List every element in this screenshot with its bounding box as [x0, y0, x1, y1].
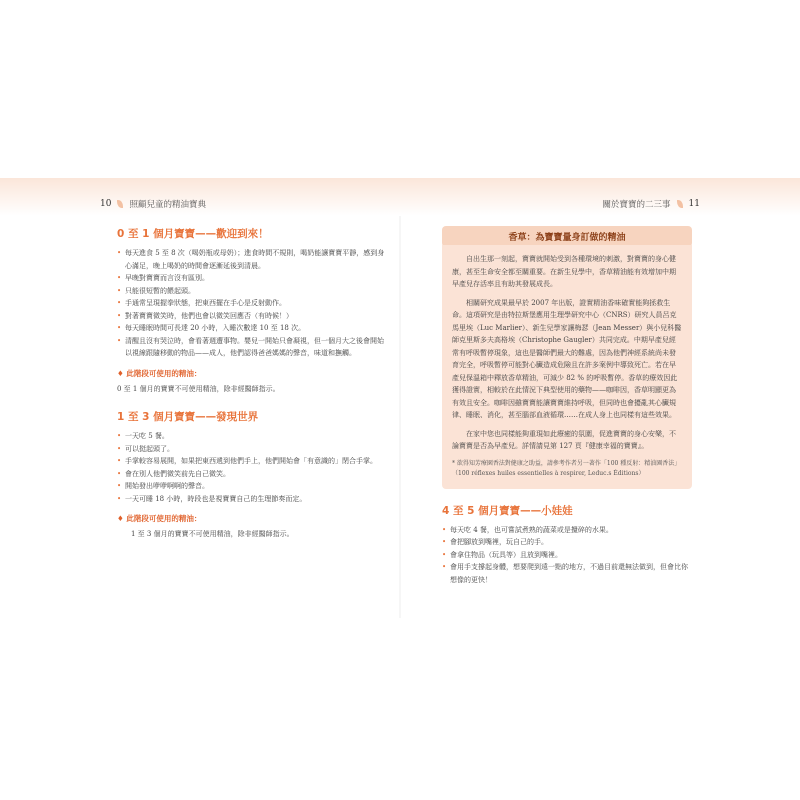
oil-note: 0 至 1 個月的寶寶不可使用精油，除非經醫師指示。: [117, 384, 280, 393]
running-title: 照顧兒童的精油寶典: [129, 200, 206, 210]
page-number: 11: [688, 199, 700, 209]
right-content: [442, 226, 692, 586]
box-paragraph: 自出生那一刻起，寶寶就開始受到各種環境的刺激，對寶寶的身心健康，甚至生命安全都至關重要。在新生兒學中，香草精油能有效增加中期早產兒存活率且有助其發展成長。: [452, 255, 676, 288]
list-item: • 只能很短暫的餵起頭。: [117, 285, 387, 298]
list-item: • 清醒且沒有哭泣時，會看著週遭事物。嬰兒一開始只會凝視，但一個月大之後會開始以視線跟隨移動的物品——成人，他們認得爸爸媽媽的聲音，味道和撫觸。: [117, 335, 387, 360]
page-number: 10: [100, 199, 112, 209]
left-header: [100, 198, 206, 210]
left-page: [0, 178, 400, 618]
oil-subheading: ♦ 此階段可使用的精油：: [117, 514, 202, 523]
header-band: [0, 178, 400, 216]
oil-subheading: ♦ 此階段可使用的精油：: [117, 368, 202, 378]
vanilla-box: [442, 245, 692, 489]
list-item: • 可以挺起頭了。: [117, 443, 387, 456]
list-item: • 會拿住物品（玩具等）且放到嘴裡。: [442, 549, 692, 562]
list-item: • 手通常呈現握拳狀態，把東西擺在手心是反射動作。: [117, 297, 387, 310]
right-header: [603, 198, 700, 210]
oil-subheading-text: 此階段可使用的精油：: [126, 514, 202, 523]
right-page: [400, 178, 800, 618]
oil-note: 1 至 3 個月的寶寶不可使用精油，除非經醫師指示。: [131, 530, 294, 538]
list-item: • 會在別人他們微笑前先自己微笑。: [117, 468, 387, 481]
list-item: • 一天可睡 18 小時，時段也是視寶寶自己的生理節奏而定。: [117, 493, 387, 506]
left-content: [117, 226, 387, 541]
section-title-4-5: 4 至 5 個月寶寶——小娃娃: [442, 504, 573, 517]
footnote: * 欲得知芳療園香法對健康之助益，請參考作者另一著作「100 種反射：精油園香法」（100 réflexes huiles essentielles à respirer, Leduc.s Éditions）: [452, 459, 681, 477]
list-item: • 每天吃 4 餐，也可嘗試煮熟的蔬菜或是攪碎的水果。: [442, 524, 692, 537]
oil-subheading-text: 此階段可使用的精油：: [126, 368, 202, 378]
leaf-icon: [117, 200, 123, 208]
milestone-list-4-5: [442, 524, 692, 587]
running-title: 關於寶寶的二三事: [602, 200, 671, 210]
section-title-1-3: 1 至 3 個月寶寶——發現世界: [117, 411, 259, 423]
list-item: • 手掌較容易展開，如果把東西遞到他們手上，他們開始會「有意識的」閉合手掌。: [117, 455, 387, 468]
box-paragraph: 在家中您也同樣能夠重現如此療癒的氛圍，促進寶寶的身心安樂，不論寶寶是否為早產兒。詳情請見第 127 頁『健康幸福的寶寶』。: [452, 429, 676, 450]
list-item: • 對著寶寶微笑時，他們也會以微笑回應否（有時候！）: [117, 310, 387, 323]
list-item: • 早晚對寶寶而言沒有區別。: [117, 272, 387, 285]
box-paragraph: 相關研究成果最早於 2007 年出版，證實精油香味確實能夠拯救生命。這項研究是由特拉斯堡應用生理學研究中心（CNRS）研究人員呂克馬里埃（Luc Marlier）、新生兒學家讓梅瑟（Jean Messer）與小兒科醫師克里斯多夫高格埃（Christophe Gaugler）共同完成。中期早產兒經常有呼吸暫停現象，這也是醫師們最大的難處，因為他們神經系統尚未發育完全，呼吸暫停可能對心臟造成危險且在許多案例中導致死亡。若在早產兒保溫箱中釋放香草精油，可減少 82 % 的呼吸暫停。香草的療效因此獲得證實，相較於在此情況下典型使用的藥物——咖啡因，香草明顯更為有效且安全。咖啡因雖寶寶能讓寶寶維持呼吸，但同時也會擾亂其心臟規律、睡眠、消化，甚至腦部血液循環……在成人身上也同樣有這些效果。: [452, 298, 682, 419]
list-item: • 會把腳放到嘴裡，玩自己的手。: [442, 536, 692, 549]
list-item: • 每天睡眠時間可長達 20 小時，入睡次數達 10 至 18 次。: [117, 322, 387, 335]
vanilla-box-title: 香草：為寶寶量身訂做的精油: [442, 226, 692, 247]
list-item: • 開始發出咿咿啊啊的聲音。: [117, 480, 387, 493]
list-item: • 會用手支撐起身體，想要爬到遠一點的地方，不過目前還無法做到，但會比你想像的更快！: [442, 561, 692, 586]
milestone-list-1-3: [117, 430, 387, 505]
list-item: • 每天進食 5 至 8 次（喝奶瓶或母奶）；進食時間不規則，喝奶能讓寶寶平靜，感到身心滿足，晚上喝奶的時間會逐漸延後到清晨。: [117, 247, 387, 272]
list-item: • 一天吃 5 餐。: [117, 430, 387, 443]
leaf-icon: [677, 200, 683, 208]
milestone-list-0-1: [117, 247, 387, 360]
header-band: [400, 178, 800, 216]
section-title-0-1: 0 至 1 個月寶寶——歡迎到來！: [117, 228, 269, 240]
